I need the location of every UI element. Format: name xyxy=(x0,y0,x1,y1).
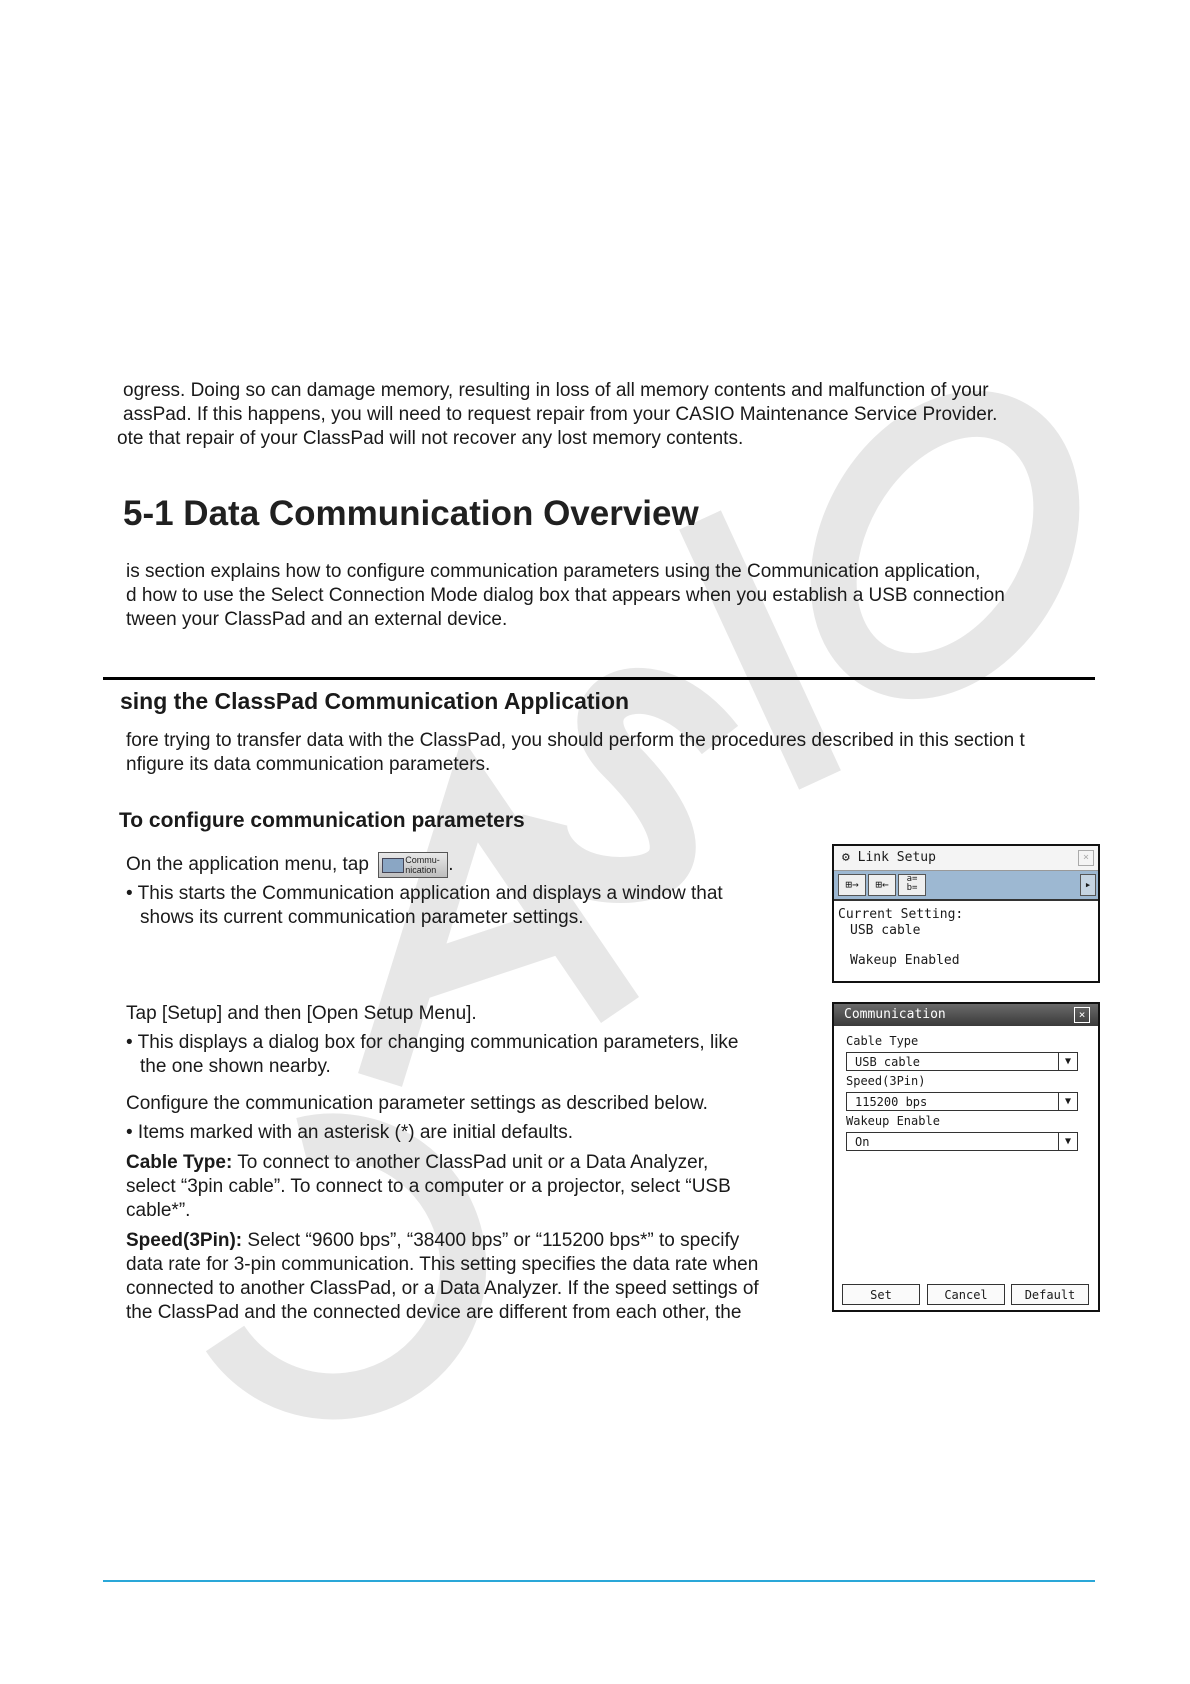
speed-desc-1: Select “9600 bps”, “38400 bps” or “115200 bps*” to specify xyxy=(242,1230,740,1251)
task-title: To configure communication parameters xyxy=(119,809,525,832)
variables-icon[interactable]: a= b= xyxy=(898,874,926,896)
step-3-bullet: • Items marked with an asterisk (*) are initial defaults. xyxy=(126,1122,573,1143)
icon-label: Commu- nication xyxy=(405,855,440,875)
cancel-button[interactable]: Cancel xyxy=(927,1284,1005,1305)
cable-type-term: Cable Type: xyxy=(126,1152,233,1173)
communication-dialog-screenshot xyxy=(832,1002,1100,1312)
link-toolbar xyxy=(834,871,1098,901)
dialog-close-icon[interactable]: × xyxy=(1074,1007,1090,1023)
link-window-screenshot xyxy=(832,844,1100,983)
footer-rule xyxy=(103,1580,1095,1582)
default-button[interactable]: Default xyxy=(1011,1284,1089,1305)
cable-type-select[interactable] xyxy=(846,1052,1078,1071)
speed-selected: 115200 bps xyxy=(855,1095,928,1109)
link-menu-text: ⚙ Link Setup xyxy=(842,850,936,865)
current-setting-label: Current Setting: xyxy=(838,907,964,922)
section-line-3: tween your ClassPad and an external device. xyxy=(126,609,508,630)
set-button[interactable]: Set xyxy=(842,1284,920,1305)
step-2-bullet-line-2: the one shown nearby. xyxy=(140,1056,331,1077)
step-1-label: On the application menu, tap xyxy=(126,854,369,876)
cable-type-label: Cable Type xyxy=(846,1034,919,1048)
send-icon[interactable]: ⊞→ xyxy=(838,874,866,896)
receive-icon[interactable]: ⊞← xyxy=(868,874,896,896)
link-menubar[interactable] xyxy=(834,846,1098,871)
cable-type-line-1 xyxy=(126,1151,708,1175)
chevron-down-icon[interactable]: ▼ xyxy=(1058,1053,1077,1070)
wakeup-label: Wakeup Enable xyxy=(846,1114,940,1128)
toolbar-scroll-icon[interactable]: ▸ xyxy=(1080,874,1096,896)
cable-type-desc-1: To connect to another ClassPad unit or a Data Analyzer, xyxy=(232,1152,709,1173)
section-title: 5-1 Data Communication Overview xyxy=(123,494,699,533)
speed-select[interactable] xyxy=(846,1092,1078,1111)
step-3-text: Configure the communication parameter settings as described below. xyxy=(126,1093,708,1114)
dialog-titlebar xyxy=(834,1004,1098,1026)
cable-value: USB cable xyxy=(850,923,921,938)
section-line-1: is section explains how to configure communication parameters using the Communication application, xyxy=(126,561,981,582)
close-icon[interactable]: × xyxy=(1078,850,1094,866)
subsection-title: sing the ClassPad Communication Application xyxy=(120,688,630,714)
wakeup-value: Wakeup Enabled xyxy=(850,953,960,968)
speed-label: Speed(3Pin) xyxy=(846,1074,926,1088)
speed-line-4: the ClassPad and the connected device are different from each other, the xyxy=(126,1302,742,1323)
step-1-text xyxy=(126,852,454,878)
step-1-bullet-line-2: shows its current communication parameter settings. xyxy=(140,907,584,928)
communication-app-icon[interactable] xyxy=(378,852,448,878)
chevron-down-icon[interactable]: ▼ xyxy=(1058,1093,1077,1110)
wakeup-selected: On xyxy=(855,1135,870,1149)
section-divider xyxy=(103,677,1095,680)
step-2-text: Tap [Setup] and then [Open Setup Menu]. xyxy=(126,1003,477,1024)
step-1-bullet-line-1: • This starts the Communication application and displays a window that xyxy=(126,883,723,904)
speed-term: Speed(3Pin): xyxy=(126,1230,243,1251)
monitor-icon xyxy=(382,858,404,873)
section-line-2: d how to use the Select Connection Mode dialog box that appears when you establish a USB connection xyxy=(126,585,1005,606)
subsection-line-2: nfigure its data communication parameters. xyxy=(126,754,491,775)
chevron-down-icon[interactable]: ▼ xyxy=(1058,1133,1077,1150)
cable-type-selected: USB cable xyxy=(855,1055,921,1069)
step-2-bullet-line-1: • This displays a dialog box for changing communication parameters, like xyxy=(126,1032,739,1053)
subsection-line-1: fore trying to transfer data with the ClassPad, you should perform the procedures described in this section t xyxy=(126,730,1025,751)
cable-type-line-2: select “3pin cable”. To connect to a computer or a projector, select “USB xyxy=(126,1176,731,1197)
dialog-title: Communication xyxy=(844,1007,946,1022)
step-1-period: . xyxy=(448,854,454,876)
intro-line-1: ogress. Doing so can damage memory, resulting in loss of all memory contents and malfunction of your xyxy=(123,380,989,401)
intro-line-2: assPad. If this happens, you will need to request repair from your CASIO Maintenance Service Provider. xyxy=(123,404,998,425)
wakeup-select[interactable] xyxy=(846,1132,1078,1151)
speed-line-3: connected to another ClassPad, or a Data Analyzer. If the speed settings of xyxy=(126,1278,759,1299)
speed-line-2: data rate for 3-pin communication. This setting specifies the data rate when xyxy=(126,1254,759,1275)
cable-type-line-3: cable*”. xyxy=(126,1200,191,1221)
speed-line-1 xyxy=(126,1229,739,1253)
current-setting-panel xyxy=(834,901,1098,975)
intro-line-3: ote that repair of your ClassPad will not recover any lost memory contents. xyxy=(117,428,744,449)
